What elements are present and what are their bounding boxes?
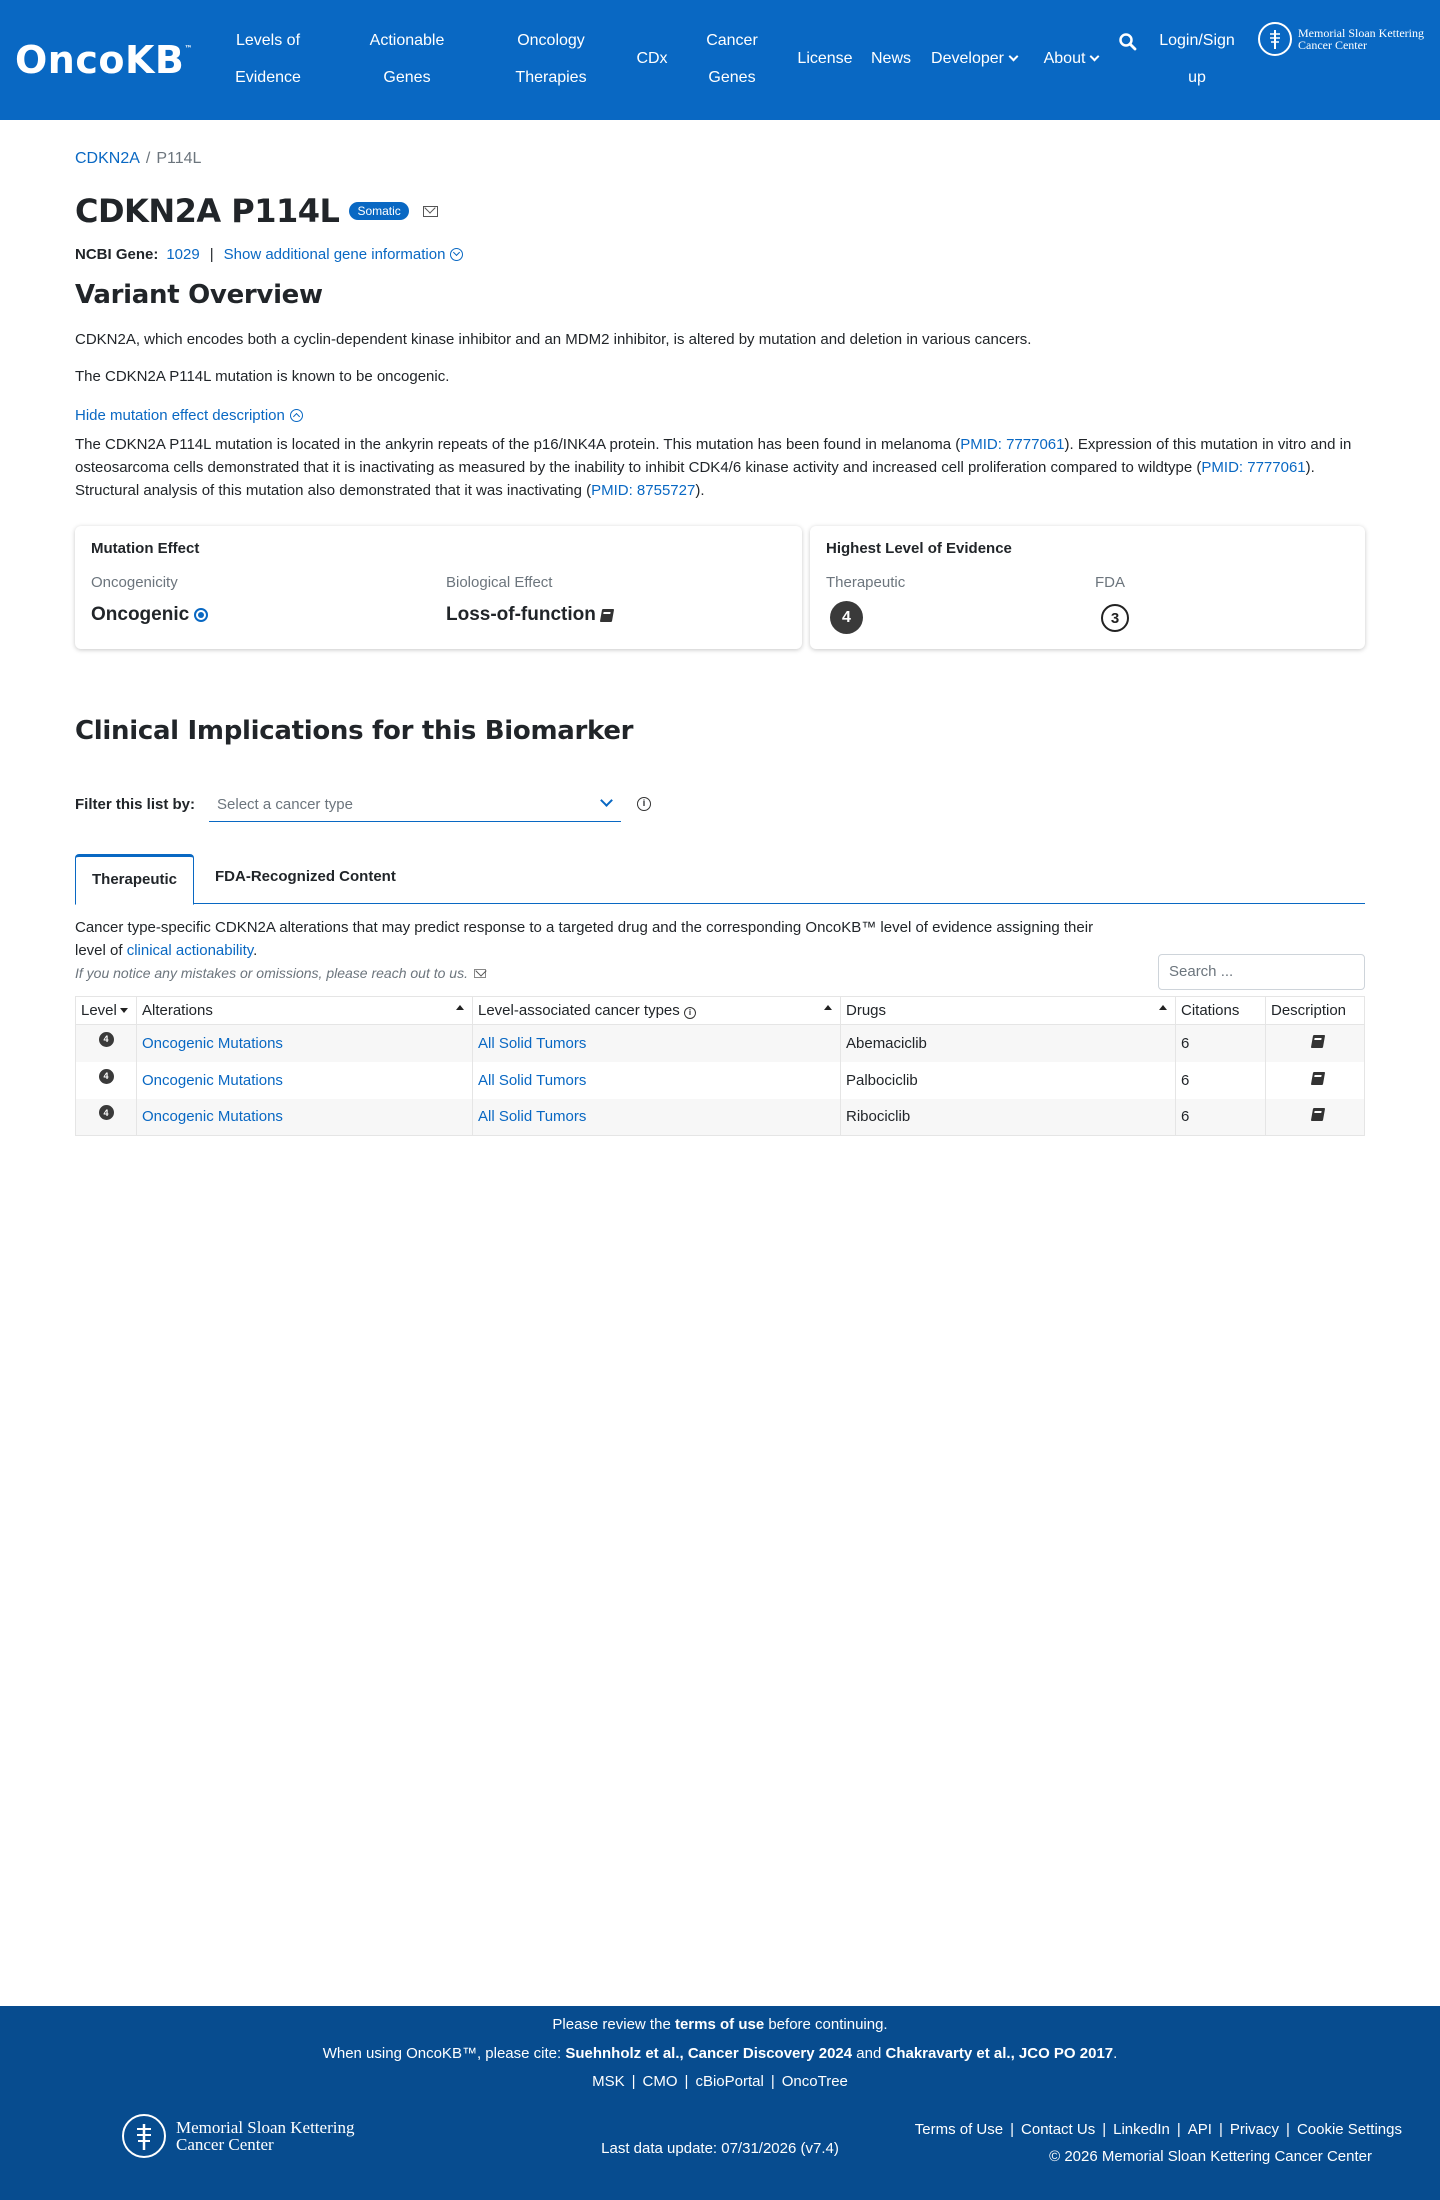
footer-contact-link[interactable]: Contact Us — [1021, 2121, 1096, 2138]
feedback-notice-text: If you notice any mistakes or omissions, please reach out to us. — [75, 965, 468, 981]
envelope-icon[interactable] — [474, 969, 486, 978]
header-drugs[interactable] — [841, 997, 1176, 1025]
last-data-update: Last data update: 07/31/2026 (v7.4) — [601, 2140, 839, 2157]
footer-link-msk[interactable]: MSK — [592, 2073, 625, 2090]
msk-emblem-icon — [1258, 22, 1292, 56]
description-cell — [1266, 1062, 1365, 1099]
book-icon[interactable] — [600, 609, 614, 622]
tab-therapeutic[interactable]: Therapeutic — [75, 854, 194, 905]
page-title: CDKN2A P114L — [75, 192, 340, 230]
header-cancer-types[interactable] — [473, 997, 841, 1025]
biological-effect-label: Biological Effect — [446, 574, 553, 591]
nav-developer-dropdown[interactable] — [926, 40, 1022, 77]
intro-end: . — [253, 942, 258, 959]
cancer-type-link[interactable]: All Solid Tumors — [478, 1108, 587, 1126]
msk-line1: Memorial Sloan Kettering — [1298, 26, 1424, 40]
search-icon[interactable] — [1118, 32, 1138, 52]
ncbi-gene-link[interactable]: 1029 — [166, 246, 200, 263]
book-icon[interactable] — [1310, 1035, 1324, 1048]
sort-asc-icon — [456, 1005, 464, 1010]
biological-effect-text: Loss-of-function — [446, 604, 596, 625]
sort-asc-icon — [824, 1005, 832, 1010]
footer-terms-link[interactable]: Terms of Use — [914, 2121, 1004, 2138]
terms-notice-text: Please review the — [552, 2016, 675, 2033]
cancer-type-cell — [473, 1099, 841, 1136]
info-icon[interactable]: i — [637, 797, 651, 811]
header-cancer-types-label: Level-associated cancer types — [478, 1002, 680, 1019]
terms-notice-end: before continuing. — [764, 2016, 888, 2033]
nav-cancer-line2: Genes — [708, 69, 756, 86]
citation-notice — [0, 2045, 1440, 2062]
footer-linkedin-link[interactable]: LinkedIn — [1113, 2121, 1170, 2138]
desc-part-1: The CDKN2A P114L mutation is located in the ankyrin repeats of the p16/INK4A protein. This mutation has been found in melanoma ( — [75, 436, 961, 453]
citations-cell[interactable]: 6 — [1176, 1025, 1266, 1062]
footer-link-oncotree[interactable]: OncoTree — [781, 2073, 848, 2090]
cancer-type-cell — [473, 1062, 841, 1099]
oncogenicity-label: Oncogenicity — [91, 574, 178, 591]
copyright: © 2026 Memorial Sloan Kettering Cancer Center — [1049, 2148, 1372, 2165]
therapeutic-level-label: Therapeutic — [826, 574, 906, 591]
intro-text: Cancer type-specific CDKN2A alterations that may predict response to a targeted drug and the corresponding OncoKB™ level of evidence assigning their level of — [75, 919, 1094, 959]
chevron-down-icon — [1090, 52, 1100, 62]
citation-link-1[interactable]: Suehnholz et al., Cancer Discovery 2024 — [565, 2045, 853, 2062]
msk-logo-text — [1298, 27, 1424, 51]
oncokb-logo[interactable] — [15, 38, 193, 82]
book-icon[interactable] — [1310, 1072, 1324, 1085]
level-badge[interactable]: 4 — [99, 1032, 114, 1047]
footer-policy-links: Terms of Use | Contact Us | LinkedIn | API | Privacy | Cookie Settings — [914, 2121, 1402, 2138]
desc-part-2: ). Expression of this mutation in vitro and in osteosarcoma cells demonstrated that it is inactivating as measured by the inability to inhibit CDK4/6 kinase activity and increased cell proliferation compared to wildtype ( — [75, 436, 1352, 476]
drug-cell: Abemaciclib — [841, 1025, 1176, 1062]
header-level[interactable] — [76, 997, 137, 1025]
nav-oncology-line1: Oncology — [517, 32, 585, 49]
page-header — [75, 192, 438, 230]
table-row — [76, 1099, 1365, 1136]
citation-text: When using OncoKB™, please cite: — [322, 2045, 566, 2062]
somatic-badge: Somatic — [349, 202, 408, 220]
nav-news[interactable]: News — [870, 50, 911, 67]
header-level-label: Level — [81, 1002, 117, 1019]
clinical-implications-heading: Clinical Implications for this Biomarker — [75, 716, 634, 746]
pmid-link[interactable]: PMID: 8755727 — [591, 482, 696, 499]
terms-notice — [0, 2016, 1440, 2033]
alteration-link[interactable]: Oncogenic Mutations — [142, 1108, 283, 1126]
level-cell — [76, 1025, 137, 1062]
nav-actionable-genes[interactable] — [356, 22, 458, 96]
alteration-link[interactable]: Oncogenic Mutations — [142, 1034, 283, 1052]
pmid-link[interactable]: PMID: 7777061 — [1201, 459, 1306, 476]
filter-label: Filter this list by: — [75, 795, 196, 813]
footer-msk-line2: Cancer Center — [176, 2135, 274, 2154]
mutation-effect-heading: Mutation Effect — [91, 540, 200, 557]
nav-login-line2: up — [1188, 69, 1206, 86]
sort-asc-icon — [1159, 1005, 1167, 1010]
alteration-cell — [137, 1062, 473, 1099]
footer-cookie-settings-link[interactable]: Cookie Settings — [1296, 2121, 1402, 2138]
nav-login-signup[interactable] — [1152, 22, 1242, 96]
nav-levels-of-evidence[interactable] — [220, 22, 316, 96]
logo-text: OncoKB — [15, 38, 185, 82]
oncogenic-icon — [194, 608, 208, 622]
search-placeholder: Search ... — [1169, 963, 1234, 980]
table-header-row — [76, 997, 1365, 1025]
level-badge[interactable]: 4 — [99, 1105, 114, 1120]
drug-cell: Palbociclib — [841, 1062, 1176, 1099]
circle-chevron-up-icon — [290, 409, 303, 422]
nav-levels-line1: Levels of — [235, 32, 301, 49]
footer-msk-line1: Memorial Sloan Kettering — [176, 2118, 355, 2137]
hide-effect-description-toggle[interactable] — [75, 404, 1365, 427]
table-row — [76, 1062, 1365, 1099]
cancer-type-cell — [473, 1025, 841, 1062]
desc-part-4: ). — [695, 482, 705, 499]
info-icon[interactable]: i — [684, 1007, 696, 1019]
nav-login-line1: Login/Sign — [1159, 32, 1235, 49]
header-alterations-label: Alterations — [142, 1002, 213, 1019]
book-icon[interactable] — [1310, 1108, 1324, 1121]
table-search-input[interactable] — [1158, 954, 1365, 990]
nav-license[interactable]: License — [797, 50, 853, 67]
citations-cell[interactable]: 6 — [1176, 1062, 1266, 1099]
citation-end: . — [1113, 2045, 1118, 2062]
pmid-link[interactable]: PMID: 7777061 — [960, 436, 1065, 453]
highest-level-heading: Highest Level of Evidence — [826, 540, 1012, 557]
level-badge[interactable]: 4 — [99, 1069, 114, 1084]
breadcrumb-gene-link[interactable]: CDKN2A — [75, 150, 140, 167]
alteration-link[interactable]: Oncogenic Mutations — [142, 1071, 283, 1089]
breadcrumb-current: P114L — [156, 150, 202, 167]
fda-level-badge[interactable]: 3 — [1101, 604, 1129, 632]
description-cell — [1266, 1025, 1365, 1062]
therapeutic-table — [75, 996, 1365, 1136]
alteration-cell — [137, 1099, 473, 1136]
footer-privacy-link[interactable]: Privacy — [1229, 2121, 1280, 2138]
header-description — [1266, 997, 1365, 1025]
nav-oncology-line2: Therapies — [515, 69, 587, 86]
nav-about-dropdown[interactable] — [1036, 40, 1106, 77]
footer-link-cmo[interactable]: CMO — [642, 2073, 678, 2090]
ncbi-separator: | — [209, 246, 214, 263]
nav-about-label: About — [1043, 50, 1086, 67]
level-cell — [76, 1062, 137, 1099]
nav-oncology-therapies[interactable] — [502, 22, 600, 96]
circle-chevron-down-icon — [450, 248, 463, 261]
top-navbar — [0, 0, 1440, 120]
alteration-cell — [137, 1025, 473, 1062]
oncogenicity-text: Oncogenic — [91, 604, 190, 625]
nav-developer-label: Developer — [931, 50, 1004, 67]
therapeutic-intro — [75, 916, 1115, 962]
chevron-down-icon — [1009, 52, 1019, 62]
drug-cell: Ribociclib — [841, 1099, 1176, 1136]
table-row — [76, 1025, 1365, 1062]
envelope-icon[interactable] — [423, 206, 438, 217]
logo-trademark: ™ — [184, 44, 193, 53]
mutation-effect-card — [75, 526, 802, 649]
site-footer — [0, 2006, 1440, 2200]
chevron-down-icon — [600, 794, 613, 807]
breadcrumb-separator: / — [145, 150, 151, 167]
ncbi-gene-row — [75, 246, 463, 263]
citation-and: and — [852, 2045, 886, 2062]
msk-line2: Cancer Center — [1298, 38, 1367, 52]
biological-effect-value — [446, 604, 613, 626]
nav-actionable-line1: Actionable — [369, 32, 445, 49]
header-citations[interactable] — [1176, 997, 1266, 1025]
hide-effect-description-label: Hide mutation effect description — [75, 407, 285, 424]
cancer-type-link[interactable]: All Solid Tumors — [478, 1071, 587, 1089]
mutation-effect-description — [75, 433, 1365, 502]
tab-fda-recognized-content[interactable]: FDA-Recognized Content — [215, 868, 396, 885]
nav-cancer-line1: Cancer — [706, 32, 758, 49]
cancer-type-select[interactable] — [209, 786, 621, 822]
citation-link-2[interactable]: Chakravarty et al., JCO PO 2017 — [885, 2045, 1114, 2062]
nav-levels-line2: Evidence — [235, 69, 301, 86]
breadcrumb — [75, 150, 201, 168]
msk-logo[interactable] — [1258, 22, 1424, 56]
header-drugs-label: Drugs — [846, 1002, 887, 1019]
oncogenicity-value — [91, 604, 208, 626]
nav-cdx[interactable]: CDx — [636, 50, 668, 67]
nav-cancer-genes[interactable] — [700, 22, 764, 96]
variant-overview-heading: Variant Overview — [75, 280, 323, 310]
desc-part-3: ). Structural analysis of this mutation also demonstrated that it was inactivating ( — [75, 459, 1315, 499]
partner-links: MSK | CMO | cBioPortal | OncoTree — [592, 2073, 848, 2090]
highest-level-card — [810, 526, 1365, 649]
clinical-actionability-link[interactable]: clinical actionability — [126, 942, 254, 959]
header-citations-label: Citations — [1181, 1002, 1240, 1019]
footer-right — [915, 2121, 1402, 2165]
show-gene-info-toggle[interactable] — [224, 246, 464, 263]
evidence-tabs — [75, 854, 1365, 904]
cancer-type-filter — [75, 786, 651, 822]
header-description-label: Description — [1271, 1002, 1347, 1019]
description-cell — [1266, 1099, 1365, 1136]
terms-of-use-link[interactable]: terms of use — [674, 2016, 765, 2033]
show-gene-info-label: Show additional gene information — [223, 246, 446, 263]
fda-level-label: FDA — [1095, 574, 1125, 591]
level-cell — [76, 1099, 137, 1136]
variant-summary: The CDKN2A P114L mutation is known to be oncogenic. — [75, 368, 450, 385]
footer-api-link[interactable]: API — [1187, 2121, 1212, 2138]
therapeutic-level-badge[interactable]: 4 — [830, 601, 863, 634]
ncbi-label: NCBI Gene: — [75, 246, 159, 263]
citations-cell[interactable]: 6 — [1176, 1099, 1266, 1136]
cancer-type-placeholder: Select a cancer type — [217, 796, 353, 813]
cancer-type-link[interactable]: All Solid Tumors — [478, 1034, 587, 1052]
nav-actionable-line2: Genes — [383, 69, 431, 86]
sort-desc-icon — [120, 1008, 128, 1013]
footer-link-cbioportal[interactable]: cBioPortal — [695, 2073, 764, 2090]
header-alterations[interactable] — [137, 997, 473, 1025]
gene-summary: CDKN2A, which encodes both a cyclin-dependent kinase inhibitor and an MDM2 inhibitor, is altered by mutation and deletion in various cancers. — [75, 331, 1032, 348]
